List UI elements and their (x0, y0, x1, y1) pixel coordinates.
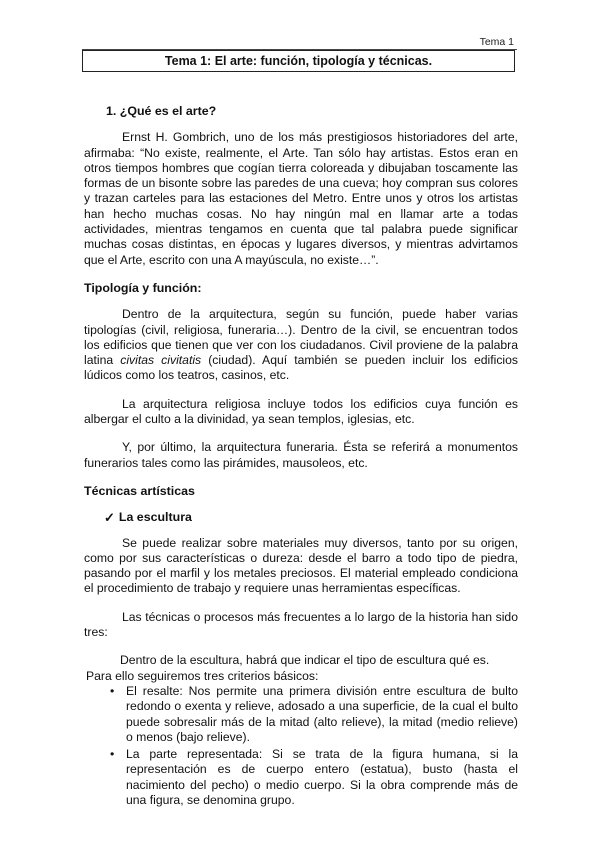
text-span: (ciudad). Aquí también se pueden incluir los edificios lúdicos como los teatros, casinos, etc. (84, 353, 518, 383)
page-header-label: Tema 1 (479, 36, 514, 48)
paragraph-gombrich: Ernst H. Gombrich, uno de los más prestigiosos historiadores del arte, afirmaba: “No existe, realmente, el Arte. Tan sólo hay artistas. Estos eran en otros tiempos hombres que cogían tierra coloreada y dibujaban toscamente las formas de un bisonte sobre las paredes de una cueva; hoy compran sus colores y trazan carteles para las estaciones del Metro. Entre unos y otros los artistas han hecho muchas cosas. No hay ningún mal en llamar arte a todas actividades, mientras tengamos en cuenta que tal palabra puede significar muchas cosas distintas, en épocas y lugares diversos, y mientras advirtamos que el Arte, escrito con una A mayúscula, no existe…”. (84, 130, 518, 267)
paragraph-arquitectura-funeraria: Y, por último, la arquitectura funeraria. Ésta se referirá a monumentos funerarios tales como las pirámides, mausoleos, etc. (84, 440, 518, 470)
list-item-text: El resalte: Nos permite una primera división entre escultura de bulto redondo o exenta y relieve, adosado a una superficie, de la cual el bulto puede sobresalir más de la mitad (alto relieve), la mitad (medio relieve) o menos (bajo relieve). (126, 683, 518, 744)
paragraph-criterios: Para ello seguiremos tres criterios básicos: (86, 668, 319, 683)
subsection-heading-label: La escultura (118, 510, 192, 525)
list-item-text: La parte representada: Si se trata de la figura humana, si la representación es de cuerpo entero (estatua), busto (hasta el nacimiento del pecho) o medio cuerpo. Si la obra comprende más de una figura, se denomina grupo. (126, 747, 518, 807)
document-title-box (82, 50, 515, 72)
latin-term: civitas civitatis (120, 353, 202, 368)
document-title: Tema 1: El arte: función, tipología y técnicas. (164, 54, 433, 68)
bullet-icon: • (110, 683, 115, 698)
checkmark-icon: ✓ (104, 510, 115, 526)
paragraph-tecnicas-frecuentes: Las técnicas o procesos más frecuentes a lo largo de la historia han sido tres: (84, 609, 518, 640)
paragraph-tipo-escultura: Dentro de la escultura, habrá que indicar el tipo de escultura qué es. (120, 653, 490, 668)
text-span: Dentro de la arquitectura, según su función, puede haber varias tipologías (civil, religiosa, funeraria…). Dentro de la civil, se encuentran todos los edificios que tienen que ver con los ciudadanos. Civil proviene de la palabra latina (84, 307, 518, 368)
bullet-icon: • (110, 747, 115, 762)
paragraph-materiales: Se puede realizar sobre materiales muy diversos, tanto por su origen, como por sus características o dureza: desde el barro a todo tipo de piedra, pasando por el marfil y los metales preciosos. El material empleado condiciona el procedimiento de trabajo y requiere unas herramientas específicas. (84, 535, 518, 596)
subsection-heading-escultura (104, 510, 518, 525)
section-heading-que-es-arte: 1. ¿Qué es el arte? (106, 104, 217, 118)
paragraph-arquitectura-religiosa: La arquitectura religiosa incluye todos los edificios cuya función es albergar el culto a la divinidad, ya sean templos, iglesias, etc. (84, 396, 518, 427)
list-item (84, 747, 518, 808)
list-item (84, 684, 518, 745)
section-heading-tipologia: Tipología y función: (84, 280, 202, 295)
criteria-list (84, 684, 518, 808)
paragraph-arquitectura-civil (84, 307, 518, 383)
document-body (84, 104, 518, 810)
section-heading-tecnicas: Técnicas artísticas (84, 483, 195, 498)
